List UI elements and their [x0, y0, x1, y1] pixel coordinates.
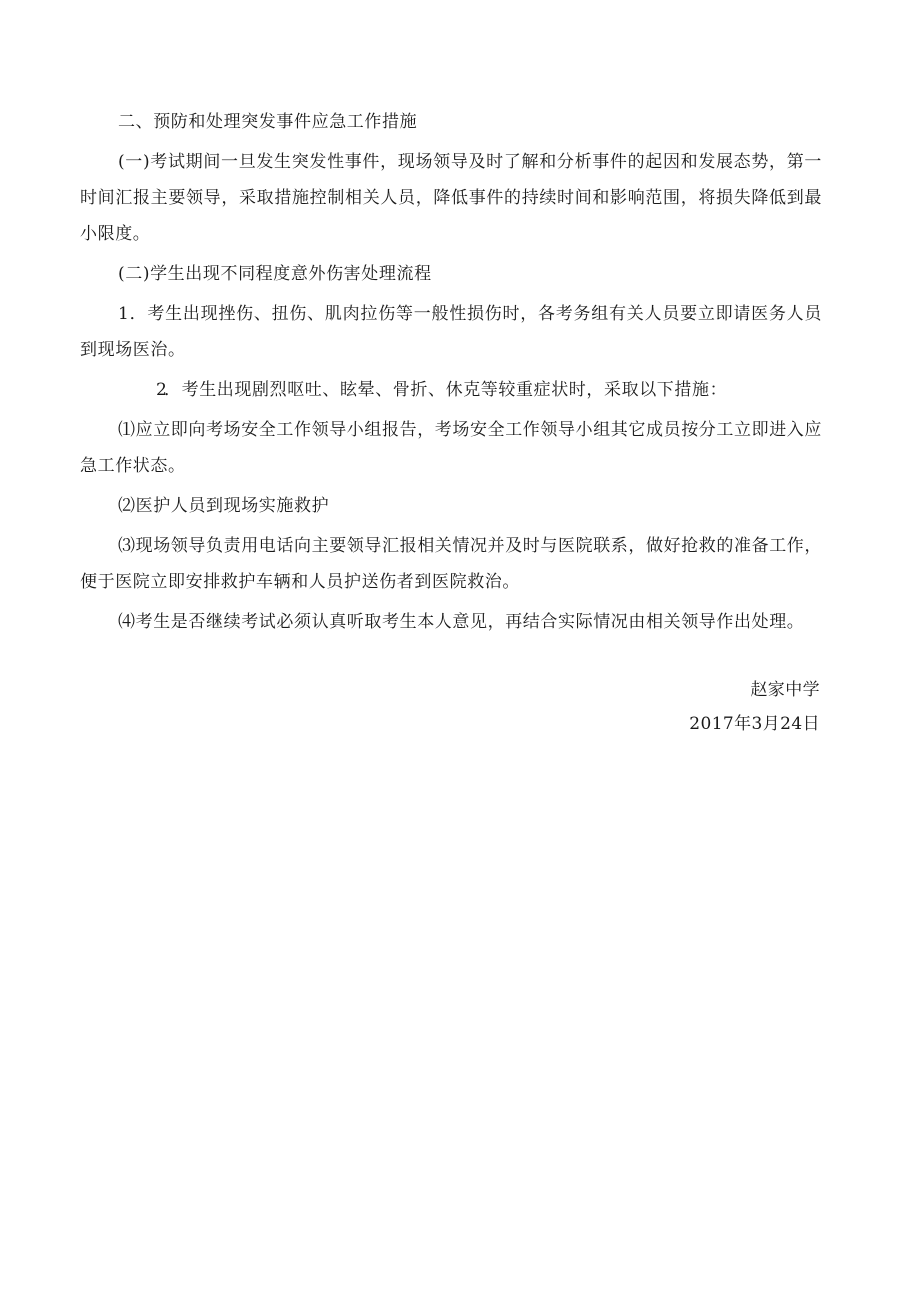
signature-block [689, 673, 820, 741]
measure-4: ⑷考生是否继续考试必须认真听取考生本人意见，再结合实际情况由相关领导作出处理。 [118, 612, 805, 632]
item-minor-injury: 1．考生出现挫伤、扭伤、肌肉拉伤等一般性损伤时，各考务组有关人员要立即请医务人员到现场医治。 [80, 304, 822, 360]
item-number: 2 [156, 380, 168, 400]
subheading-injury-process: (二)学生出现不同程度意外伤害处理流程 [118, 264, 432, 284]
measure-3: ⑶现场领导负责用电话向主要领导汇报相关情况并及时与医院联系，做好抢救的准备工作，便于医院立即安排救护车辆和人员护送伤者到医院救治。 [80, 536, 822, 592]
item-serious-injury [80, 372, 822, 408]
document-body [80, 104, 822, 644]
measure-1: ⑴应立即向考场安全工作领导小组报告，考场安全工作领导小组其它成员按分工立即进入应急工作状态。 [80, 420, 822, 476]
section-heading: 二、预防和处理突发事件应急工作措施 [118, 112, 418, 132]
measure-2: ⑵医护人员到现场实施救护 [118, 496, 330, 516]
signature-date: 2017年3月24日 [689, 714, 820, 734]
signature-organization: 赵家中学 [750, 680, 820, 700]
item-serious-injury-text: ．考生出现剧烈呕吐、眩晕、骨折、休克等较重症状时，采取以下措施： [164, 380, 728, 400]
paragraph-emergency-response: (一)考试期间一旦发生突发性事件，现场领导及时了解和分析事件的起因和发展态势，第一时间汇报主要领导，采取措施控制相关人员，降低事件的持续时间和影响范围，将损失降低到最小限度。 [80, 152, 822, 244]
